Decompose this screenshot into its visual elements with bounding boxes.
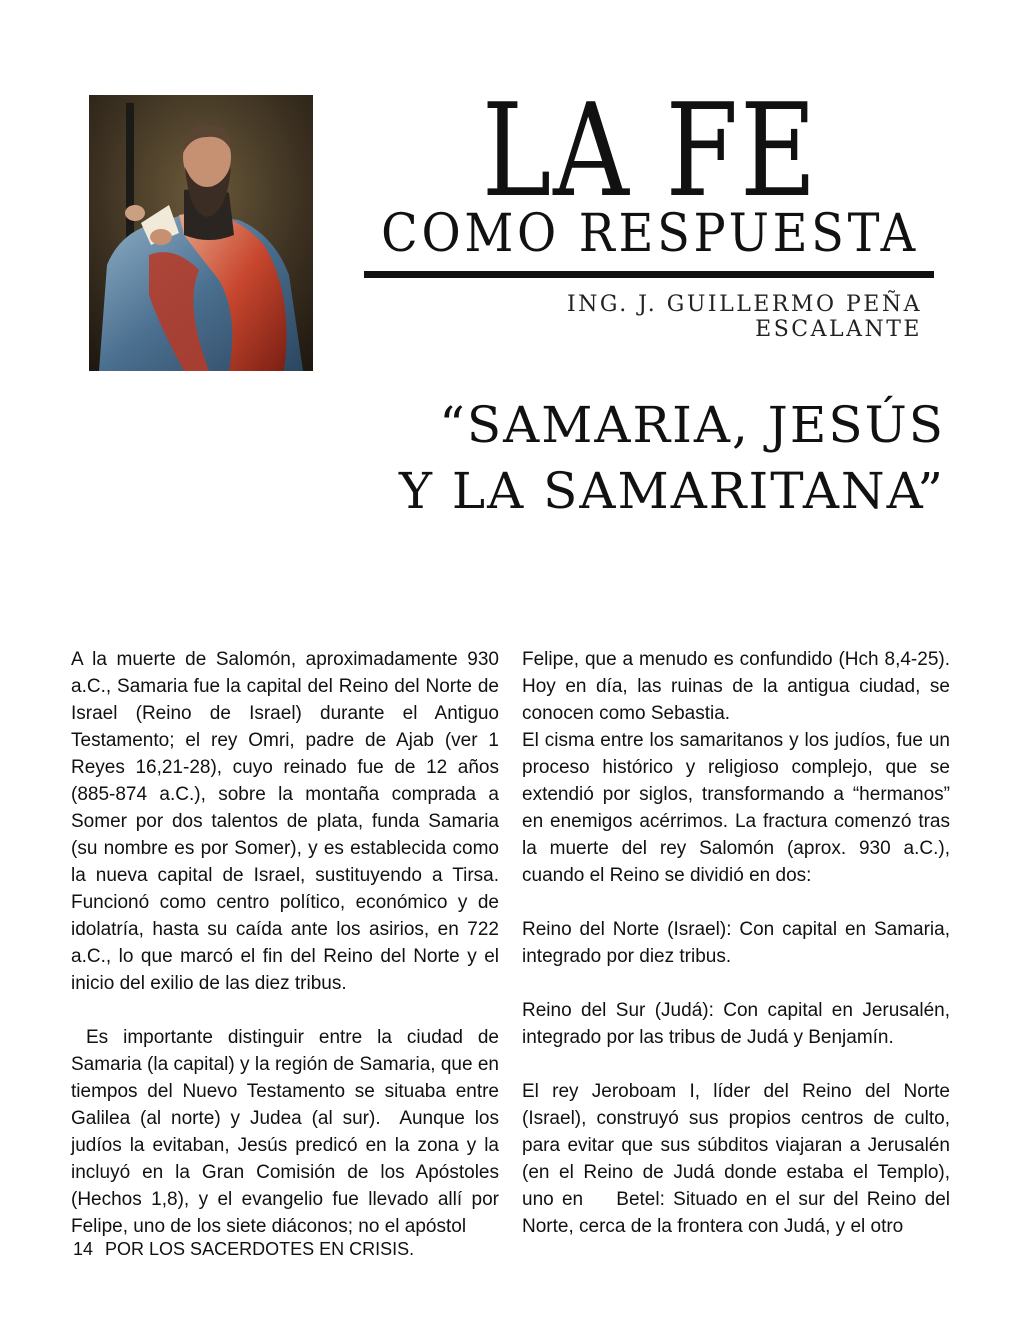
- paragraph: A la muerte de Salomón, aproximadamente 930 a.C., Samaria fue la capital del Reino del Norte de Israel (Reino de Israel) durante el Antiguo Testamento; el rey Omri, padre de Ajab (ver 1 Reyes 16,21-28), cuyo reinado fue de 12 años (885-874 a.C.), sobre la montaña comprada a Somer por dos talentos de plata, funda Samaria (su nombre es por Somer), y es establecida como la nueva capital de Israel, sustituyendo a Tirsa. Funcionó como centro político, económico y de idolatría, hasta su caída ante los asirios, en 722 a.C., lo que marcó el fin del Reino del Norte y el inicio del exilio de las diez tribus.: [71, 649, 499, 994]
- article-column-left: [71, 646, 505, 1240]
- paragraph: Felipe, que a menudo es confundido (Hch 8,4-25). Hoy en día, las ruinas de la antigua ciudad, se conocen como Sebastia.: [522, 649, 950, 724]
- saint-paul-painting: [89, 95, 313, 371]
- article-title-line-1: “SAMARIA, JESÚS: [439, 396, 945, 454]
- page-number: 14: [73, 1239, 94, 1259]
- article-column-right: [522, 646, 956, 1240]
- publication-name: POR LOS SACERDOTES EN CRISIS.: [105, 1239, 415, 1259]
- paragraph: El rey Jeroboam I, líder del Reino del Norte (Israel), construyó sus propios centros de culto, para evitar que sus súbditos viajaran a Jerusalén (en el Reino de Judá donde estaba el Templo), uno en Betel: Situado en el sur del Reino del Norte, cerca de la frontera con Judá, y el otro: [522, 1081, 956, 1237]
- paragraph: Es importante distinguir entre la ciudad de Samaria (la capital) y la región de Samaria, que en tiempos del Nuevo Testamento se situaba entre Galilea (al norte) y Judea (al sur). Aunque los judíos la evitaban, Jesús predicó en la zona y la incluyó en la Gran Comisión de los Apóstoles (Hechos 1,8), y el evangelio fue llevado allí por Felipe, uno de los siete diáconos; no el apóstol: [71, 1027, 505, 1237]
- title-divider: [364, 271, 934, 278]
- paragraph: Reino del Norte (Israel): Con capital en Samaria, integrado por diez tribus.: [522, 919, 950, 967]
- article-title: [380, 392, 945, 524]
- article-title-line-2: Y LA SAMARITANA”: [399, 462, 945, 520]
- page-footer: [73, 1239, 414, 1260]
- paragraph: El cisma entre los samaritanos y los judíos, fue un proceso histórico y religioso complejo, que se extendió por siglos, transformando a “hermanos” en enemigos acérrimos. La fractura comenzó tras la muerte del rey Salomón (aprox. 930 a.C.), cuando el Reino se dividió en dos:: [522, 730, 950, 886]
- magazine-section-title: LA FE: [481, 77, 819, 226]
- magazine-section-subtitle: COMO RESPUESTA: [381, 204, 919, 264]
- paragraph: Reino del Sur (Judá): Con capital en Jerusalén, integrado por las tribus de Judá y Benjamín.: [522, 1000, 950, 1048]
- author-byline: ING. J. GUILLERMO PEÑA ESCALANTE: [566, 292, 922, 342]
